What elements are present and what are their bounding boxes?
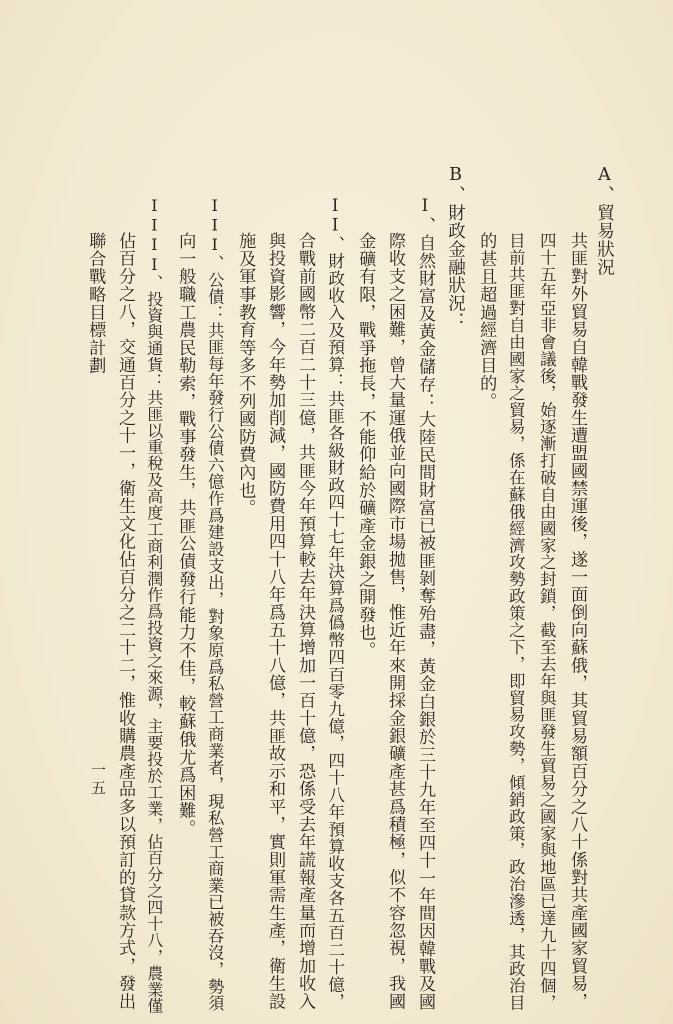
section-heading-finance: B、財政金融狀況： [445,165,466,331]
text-column: 金礦有限，戰爭拖長，不能仰給於礦產金銀之開發也。 [355,232,376,660]
text-column: 四十五年亞非會議後，始逐漸打破自由國家之封鎖，截至去年與匪發生貿易之國家與地區已達九十四個， [537,232,557,1012]
footer-title: 聯合戰略目標計劃 [85,232,106,375]
section-heading-trade: A、貿易狀況 [594,165,615,277]
text-column: 際收支之困難，曾大量運俄並向國際市場拋售，惟近年來開採金銀礦產甚爲積極，似不容忽視，我國 [385,232,406,1010]
page-number: 一五 [89,762,107,798]
text-column: 合戰前國幣二百二十三億，共匪今年預算較去年決算增加一百十億，恐係受去年謊報產量而增加收入 [295,232,316,1010]
text-column: 佔百分之八，交通百分之十一，衛生文化佔百分之二十二，惟收購農產品多以預訂的貸款方式，發出 [115,232,136,1010]
text-column: 向一般職工農民勒索，戰事發生，共匪公債發行能力不佳，較蘇俄尤爲困難。 [175,232,196,838]
text-column: 的甚且超過經濟目的。 [476,232,497,410]
text-column: IIII、投資與通貨：共匪以重稅及高度工商利潤作爲投資之來源，主要投於工業，佔百分之四十八，農業僅 [144,196,164,1015]
text-column: 與投資影響，今年勢加削減，國防費用四十八年爲五十八億，共匪故示和平，實則軍需生產，衛生設 [265,232,286,1010]
text-column: III、公債：共匪每年發行公債六億作爲建設支出，對象原爲私營工商業者，現私營工商業已被吞沒，勢須 [205,196,225,1012]
text-column: 施及軍事教育等多不列國防費內也。 [235,232,256,517]
text-column: 目前共匪對自由國家之貿易，係在蘇俄經濟攻勢政策之下，即貿易攻勢，傾銷政策，政治滲透，其政治目 [506,232,526,1012]
text-column: 共匪對外貿易自韓戰發生遭盟國禁運後，遂一面倒向蘇俄，其貿易額百分之八十係對共產國家貿易， [567,232,588,1010]
text-column: I、自然財富及黃金儲存：大陸民間財富已被匪剝奪殆盡，黃金白銀於三十九年至四十一年間因韓戰及國 [415,196,436,1011]
text-column: II、財政收入及預算：共匪各級財政四十七年決算爲僞幣四百零九億，四十八年預算收支各五百二十億， [325,196,345,1011]
